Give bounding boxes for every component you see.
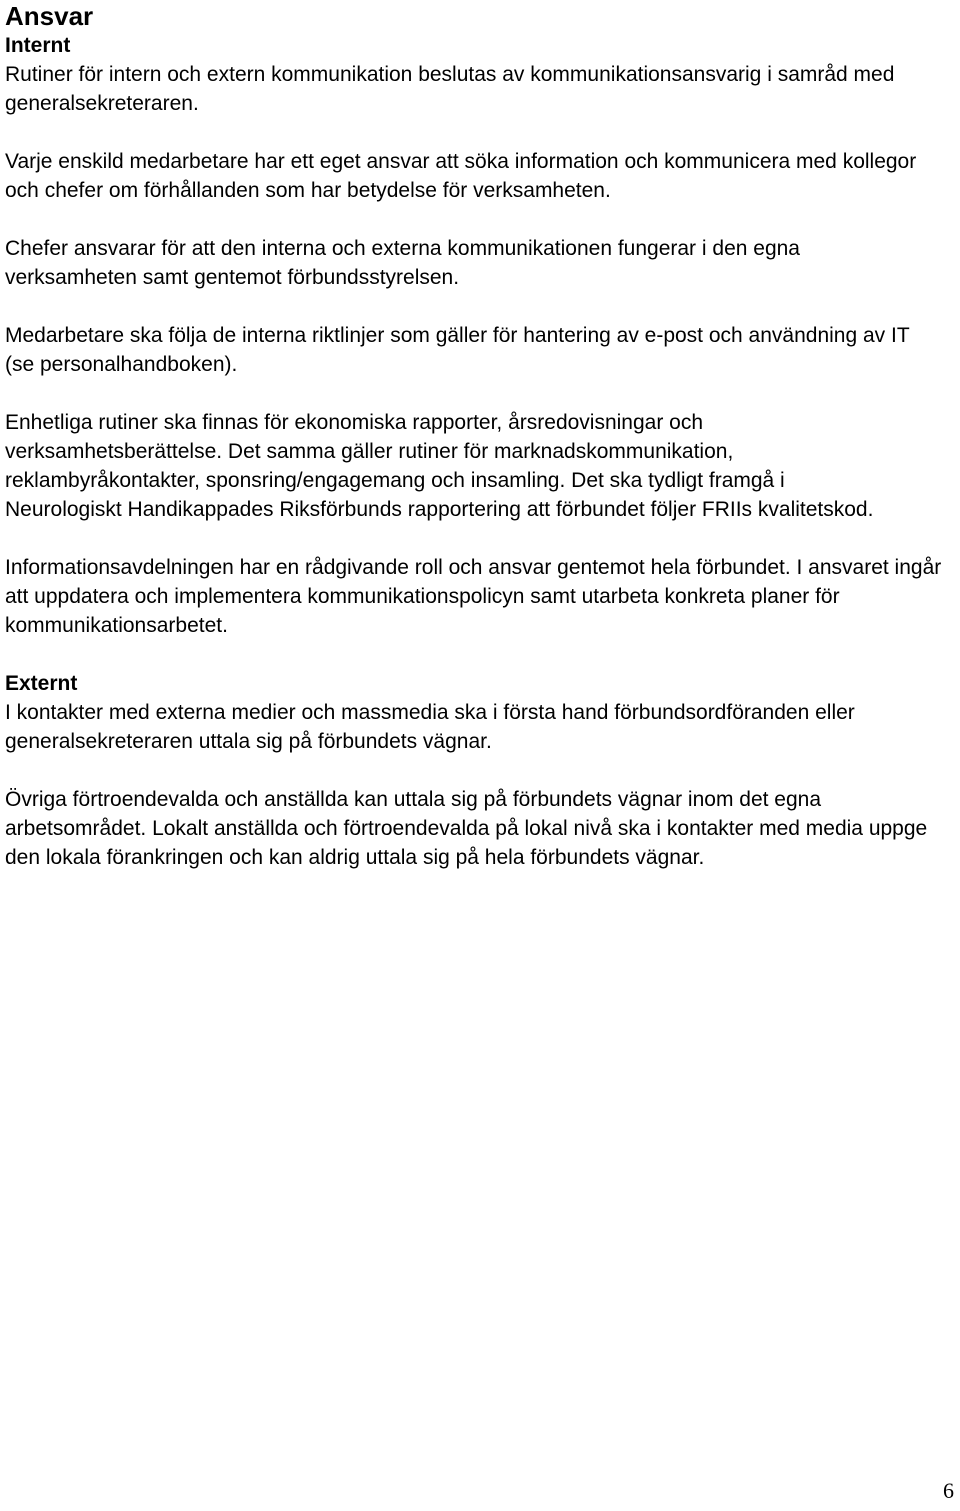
paragraph-internal-1: Rutiner för intern och extern kommunikation beslutas av kommunikationsansvarig i samråd med generalsekreteraren. (5, 63, 895, 115)
page-number: 6 (943, 1478, 954, 1503)
paragraph-external-1: I kontakter med externa medier och massmedia ska i första hand förbundsordföranden eller generalsekreteraren uttala sig på förbundets vägnar. (5, 701, 855, 753)
paragraph-external-2: Övriga förtroendevalda och anställda kan uttala sig på förbundets vägnar inom det egna arbetsområdet. Lokalt anställda och förtroendevalda på lokal nivå ska i kontakter med media uppge den lokala förankringen och kan aldrig uttala sig på hela förbundets vägnar. (5, 788, 928, 869)
section-heading-internal: Internt (5, 34, 71, 57)
paragraph-internal-6: Informationsavdelningen har en rådgivande roll och ansvar gentemot hela förbundet. I ansvaret ingår att uppdatera och implementera kommunikationspolicyn samt utarbeta konkreta planer för kommunikationsarbetet. (5, 556, 942, 637)
paragraph-internal-2: Varje enskild medarbetare har ett eget ansvar att söka information och kommunicera med kollegor och chefer om förhållanden som har betydelse för verksamheten. (5, 150, 917, 202)
section-heading-external: Externt (5, 672, 78, 695)
section-internal (5, 31, 955, 640)
paragraph-internal-5: Enhetliga rutiner ska finnas för ekonomiska rapporter, årsredovisningar och verksamhetsberättelse. Det samma gäller rutiner för marknadskommunikation, reklambyråkontakter, sponsring/engagemang och insamling. Det ska tydligt framgå i Neurologiskt Handikappades Riksförbunds rapportering att förbundet följer FRIIs kvalitetskod. (5, 411, 874, 521)
paragraph-internal-4: Medarbetare ska följa de interna riktlinjer som gäller för hantering av e-post och användning av IT (se personalhandboken). (5, 324, 910, 376)
section-external (5, 669, 955, 872)
document-page (5, 0, 955, 901)
page-title: Ansvar (5, 1, 94, 31)
paragraph-internal-3: Chefer ansvarar för att den interna och externa kommunikationen fungerar i den egna verksamheten samt gentemot förbundsstyrelsen. (5, 237, 800, 289)
